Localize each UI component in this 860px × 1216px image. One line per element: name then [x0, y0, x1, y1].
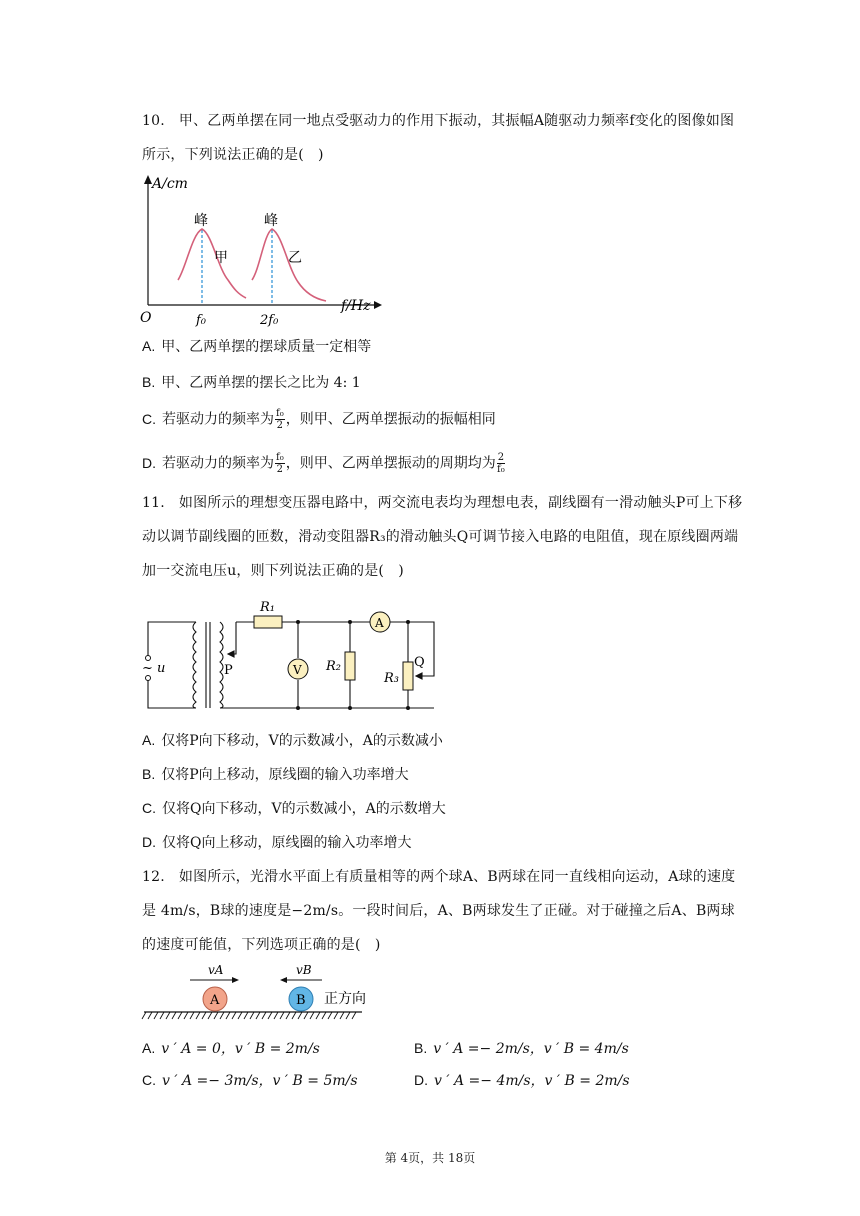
q-label: Q [414, 655, 425, 670]
vb-label: vB [296, 963, 312, 977]
transformer-circuit-figure [140, 596, 440, 714]
va-label: vA [208, 963, 224, 977]
r2-label: R₂ [326, 659, 341, 674]
resistor-r2 [345, 652, 355, 680]
option-11-a: A. 仅将P向下移动，V的示数减小，A的示数减小 [142, 732, 443, 749]
curve-label-jia: 甲 [214, 250, 228, 266]
question-text: 如图所示，光滑水平面上有质量相等的两个球A、B两球在同一直线相向运动，A球的速度是 4m/s，B球的速度是−2m/s。一段时间后，A、B两球发生了正碰。对于碰撞之后A、B两球的速度可能值，下列选项正确的是( ) [142, 869, 736, 953]
option-10-c: C. 若驱动力的频率为 $\frac{\text{f₀}}{2}$ ，则甲、乙两单摆振动的振幅相同 [142, 408, 496, 431]
option-12-c: C. v ′ A =− 3m/s，v ′ B = 5m/s [142, 1072, 358, 1089]
curve-label-yi: 乙 [288, 250, 302, 266]
option-10-d: D. 若驱动力的频率为 $\frac{\text{f₀}}{2}$ ，则甲、乙两单摆振动的周期均为 $\frac{2}{\text{f₀}}$ [142, 452, 505, 475]
ball-a-label: A [210, 993, 220, 1008]
resonance-curve-figure [138, 172, 388, 328]
curve-jia [178, 229, 246, 298]
question-text: 如图所示的理想变压器电路中，两交流电表均为理想电表，副线圈有一滑动触头P可上下移动以调节副线圈的匝数，滑动变阻器R₃的滑动触头Q可调节接入电路的电阻值，现在原线圈两端加一交流电压u，则下列说法正确的是( ) [142, 495, 743, 579]
ammeter-label: A [375, 616, 384, 630]
fraction-f0-over-2: $\frac{\text{f₀}}{2}$ [276, 408, 284, 431]
tick-f0: f₀ [196, 313, 207, 328]
peak-label-yi: 峰 [264, 213, 278, 229]
y-axis-label: A/cm [152, 176, 188, 192]
question-number: 10. [142, 113, 165, 129]
question-number: 12. [142, 869, 165, 885]
option-12-b: B. v ′ A =− 2m/s，v ′ B = 4m/s [414, 1040, 629, 1057]
fraction-2-over-f0: $\frac{2}{\text{f₀}}$ [497, 452, 505, 475]
origin-label: O [140, 310, 152, 326]
source-label: ~ u [142, 661, 166, 676]
question-12-stem [142, 860, 746, 962]
option-11-d: D. 仅将Q向上移动，原线圈的输入功率增大 [142, 834, 412, 851]
r3-label: R₃ [384, 671, 399, 686]
ball-b-label: B [296, 993, 306, 1008]
resistor-r3 [403, 662, 413, 690]
option-12-d: D. v ′ A =− 4m/s，v ′ B = 2m/s [414, 1072, 630, 1089]
r1-label: R₁ [260, 600, 275, 615]
resistor-r1 [254, 616, 282, 628]
option-11-c: C. 仅将Q向下移动，V的示数减小，A的示数增大 [142, 800, 446, 817]
page-footer: 第 4页，共 18页 [384, 1151, 476, 1165]
question-10-stem [142, 104, 746, 172]
option-11-b: B. 仅将P向上移动，原线圈的输入功率增大 [142, 766, 409, 783]
question-text: 甲、乙两单摆在同一地点受驱动力的作用下振动，其振幅A随驱动力频率f变化的图像如图所示，下列说法正确的是( ) [142, 113, 735, 163]
option-12-a: A. v ′ A = 0，v ′ B = 2m/s [142, 1040, 320, 1057]
positive-direction-label: 正方向 [324, 991, 366, 1007]
x-axis-label: f/Hz [341, 298, 371, 314]
collision-figure [140, 962, 380, 1026]
option-10-b: B. 甲、乙两单摆的摆长之比为 4: 1 [142, 374, 361, 391]
question-11-stem [142, 486, 746, 588]
tick-2f0: 2f₀ [260, 313, 279, 328]
voltmeter-label: V [293, 663, 302, 677]
fraction-f0-over-2: $\frac{\text{f₀}}{2}$ [276, 452, 284, 475]
option-10-a: A. 甲、乙两单摆的摆球质量一定相等 [142, 338, 372, 355]
p-label: P [224, 663, 233, 678]
peak-label-jia: 峰 [194, 213, 208, 229]
question-number: 11. [142, 495, 165, 511]
